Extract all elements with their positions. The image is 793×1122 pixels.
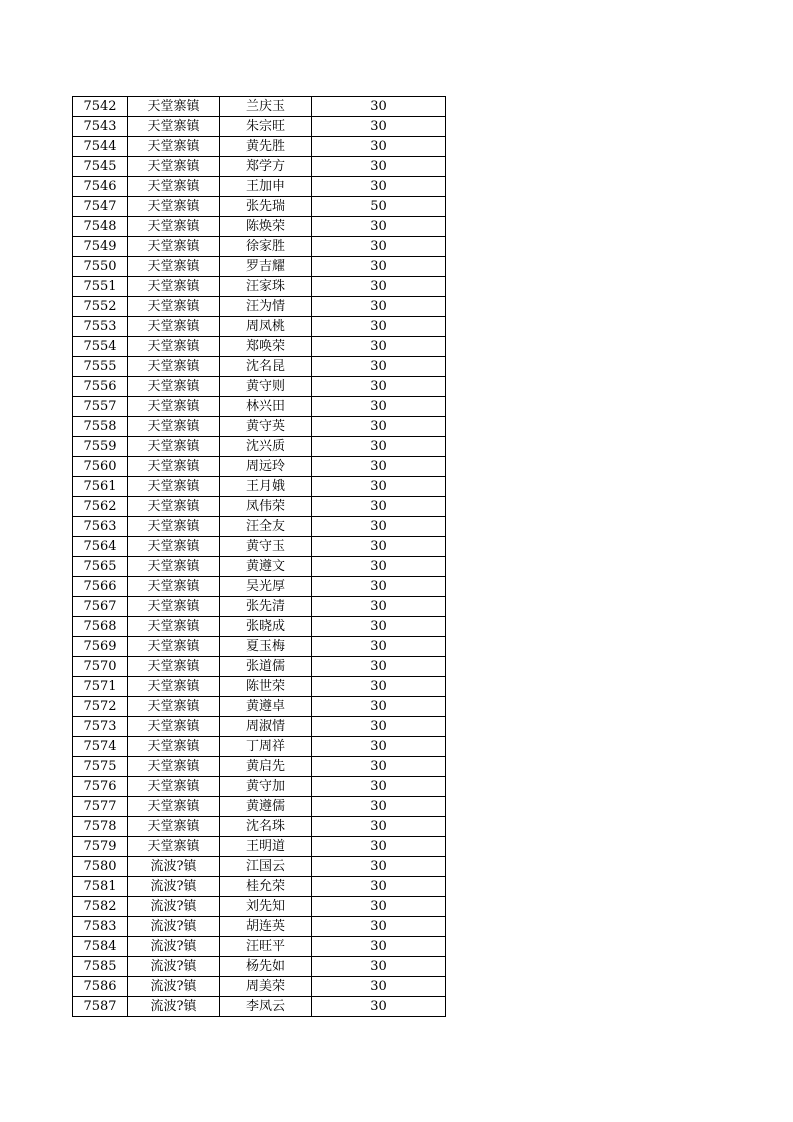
cell-record-id: 7564: [73, 537, 128, 557]
cell-person-name: 黄守加: [220, 777, 312, 797]
cell-town: 天堂寨镇: [128, 497, 220, 517]
cell-amount: 30: [312, 917, 446, 937]
table-row: [73, 477, 446, 497]
cell-person-name: 刘先知: [220, 897, 312, 917]
cell-record-id: 7542: [73, 97, 128, 117]
table-row: [73, 677, 446, 697]
table-row: [73, 857, 446, 877]
cell-person-name: 丁周祥: [220, 737, 312, 757]
cell-town: 流波?镇: [128, 977, 220, 997]
cell-town: 流波?镇: [128, 877, 220, 897]
cell-amount: 30: [312, 397, 446, 417]
cell-record-id: 7544: [73, 137, 128, 157]
cell-person-name: 胡连英: [220, 917, 312, 937]
table-row: [73, 177, 446, 197]
table-row: [73, 717, 446, 737]
cell-record-id: 7554: [73, 337, 128, 357]
cell-record-id: 7582: [73, 897, 128, 917]
cell-amount: 30: [312, 277, 446, 297]
cell-amount: 30: [312, 317, 446, 337]
cell-person-name: 周远玲: [220, 457, 312, 477]
cell-town: 天堂寨镇: [128, 737, 220, 757]
cell-amount: 30: [312, 637, 446, 657]
table-row: [73, 997, 446, 1017]
cell-record-id: 7557: [73, 397, 128, 417]
table-row: [73, 197, 446, 217]
cell-town: 天堂寨镇: [128, 597, 220, 617]
table-row: [73, 357, 446, 377]
table-row: [73, 577, 446, 597]
cell-record-id: 7587: [73, 997, 128, 1017]
cell-record-id: 7580: [73, 857, 128, 877]
cell-amount: 30: [312, 497, 446, 517]
cell-amount: 30: [312, 97, 446, 117]
cell-town: 天堂寨镇: [128, 617, 220, 637]
cell-amount: 30: [312, 817, 446, 837]
cell-amount: 30: [312, 617, 446, 637]
cell-town: 天堂寨镇: [128, 177, 220, 197]
cell-record-id: 7579: [73, 837, 128, 857]
cell-record-id: 7545: [73, 157, 128, 177]
table-row: [73, 297, 446, 317]
cell-town: 天堂寨镇: [128, 257, 220, 277]
table-row: [73, 977, 446, 997]
table-row: [73, 217, 446, 237]
cell-town: 天堂寨镇: [128, 697, 220, 717]
cell-person-name: 汪家珠: [220, 277, 312, 297]
table-row: [73, 897, 446, 917]
table-row: [73, 417, 446, 437]
cell-town: 天堂寨镇: [128, 97, 220, 117]
cell-record-id: 7586: [73, 977, 128, 997]
cell-amount: 30: [312, 257, 446, 277]
cell-person-name: 沈名珠: [220, 817, 312, 837]
cell-amount: 30: [312, 417, 446, 437]
cell-person-name: 王加申: [220, 177, 312, 197]
cell-record-id: 7547: [73, 197, 128, 217]
cell-town: 天堂寨镇: [128, 237, 220, 257]
cell-person-name: 沈名昆: [220, 357, 312, 377]
table-row: [73, 497, 446, 517]
table-row: [73, 657, 446, 677]
cell-person-name: 徐家胜: [220, 237, 312, 257]
table-row: [73, 397, 446, 417]
cell-person-name: 郑唤荣: [220, 337, 312, 357]
cell-person-name: 江国云: [220, 857, 312, 877]
cell-town: 流波?镇: [128, 957, 220, 977]
cell-town: 天堂寨镇: [128, 377, 220, 397]
cell-record-id: 7559: [73, 437, 128, 457]
cell-town: 天堂寨镇: [128, 197, 220, 217]
cell-person-name: 夏玉梅: [220, 637, 312, 657]
cell-person-name: 朱宗旺: [220, 117, 312, 137]
cell-person-name: 张先瑞: [220, 197, 312, 217]
cell-amount: 30: [312, 977, 446, 997]
table-row: [73, 277, 446, 297]
table-row: [73, 917, 446, 937]
cell-town: 天堂寨镇: [128, 717, 220, 737]
cell-record-id: 7549: [73, 237, 128, 257]
table-row: [73, 337, 446, 357]
cell-amount: 30: [312, 797, 446, 817]
cell-person-name: 黄守玉: [220, 537, 312, 557]
cell-amount: 30: [312, 737, 446, 757]
cell-town: 天堂寨镇: [128, 477, 220, 497]
cell-record-id: 7578: [73, 817, 128, 837]
cell-record-id: 7565: [73, 557, 128, 577]
cell-town: 天堂寨镇: [128, 297, 220, 317]
cell-town: 天堂寨镇: [128, 557, 220, 577]
cell-town: 天堂寨镇: [128, 837, 220, 857]
cell-person-name: 凤伟荣: [220, 497, 312, 517]
cell-town: 天堂寨镇: [128, 677, 220, 697]
cell-record-id: 7567: [73, 597, 128, 617]
cell-town: 天堂寨镇: [128, 757, 220, 777]
cell-record-id: 7555: [73, 357, 128, 377]
cell-record-id: 7574: [73, 737, 128, 757]
cell-town: 天堂寨镇: [128, 157, 220, 177]
cell-record-id: 7552: [73, 297, 128, 317]
cell-town: 天堂寨镇: [128, 777, 220, 797]
cell-person-name: 王月娥: [220, 477, 312, 497]
table-row: [73, 517, 446, 537]
cell-town: 天堂寨镇: [128, 277, 220, 297]
cell-record-id: 7548: [73, 217, 128, 237]
cell-person-name: 张道儒: [220, 657, 312, 677]
cell-record-id: 7570: [73, 657, 128, 677]
cell-record-id: 7581: [73, 877, 128, 897]
cell-person-name: 张先清: [220, 597, 312, 617]
cell-record-id: 7583: [73, 917, 128, 937]
table-row: [73, 837, 446, 857]
cell-record-id: 7566: [73, 577, 128, 597]
cell-person-name: 林兴田: [220, 397, 312, 417]
cell-amount: 30: [312, 357, 446, 377]
cell-amount: 30: [312, 437, 446, 457]
table-row: [73, 817, 446, 837]
cell-person-name: 王明道: [220, 837, 312, 857]
table-row: [73, 157, 446, 177]
cell-person-name: 黄遵文: [220, 557, 312, 577]
cell-town: 天堂寨镇: [128, 817, 220, 837]
cell-amount: 30: [312, 957, 446, 977]
cell-record-id: 7585: [73, 957, 128, 977]
cell-record-id: 7560: [73, 457, 128, 477]
cell-amount: 30: [312, 877, 446, 897]
cell-amount: 30: [312, 777, 446, 797]
table-row: [73, 637, 446, 657]
table-row: [73, 777, 446, 797]
cell-amount: 30: [312, 557, 446, 577]
cell-town: 天堂寨镇: [128, 217, 220, 237]
cell-town: 流波?镇: [128, 897, 220, 917]
cell-town: 天堂寨镇: [128, 637, 220, 657]
cell-town: 流波?镇: [128, 937, 220, 957]
table-row: [73, 117, 446, 137]
cell-amount: 30: [312, 177, 446, 197]
cell-amount: 30: [312, 577, 446, 597]
cell-record-id: 7562: [73, 497, 128, 517]
cell-town: 流波?镇: [128, 917, 220, 937]
records-table: [72, 96, 446, 1017]
table-row: [73, 957, 446, 977]
table-row: [73, 437, 446, 457]
cell-person-name: 沈兴质: [220, 437, 312, 457]
table-row: [73, 797, 446, 817]
cell-amount: 30: [312, 477, 446, 497]
cell-record-id: 7568: [73, 617, 128, 637]
cell-town: 天堂寨镇: [128, 357, 220, 377]
cell-amount: 30: [312, 997, 446, 1017]
table-row: [73, 537, 446, 557]
cell-amount: 30: [312, 297, 446, 317]
cell-person-name: 黄守英: [220, 417, 312, 437]
cell-town: 天堂寨镇: [128, 397, 220, 417]
cell-record-id: 7546: [73, 177, 128, 197]
cell-town: 天堂寨镇: [128, 437, 220, 457]
cell-amount: 30: [312, 157, 446, 177]
cell-record-id: 7553: [73, 317, 128, 337]
cell-town: 天堂寨镇: [128, 317, 220, 337]
cell-amount: 30: [312, 897, 446, 917]
cell-amount: 30: [312, 137, 446, 157]
cell-person-name: 陈焕荣: [220, 217, 312, 237]
cell-amount: 30: [312, 217, 446, 237]
cell-record-id: 7551: [73, 277, 128, 297]
cell-person-name: 黄遵儒: [220, 797, 312, 817]
cell-record-id: 7576: [73, 777, 128, 797]
table-row: [73, 597, 446, 617]
table-row: [73, 697, 446, 717]
cell-amount: 30: [312, 337, 446, 357]
cell-town: 天堂寨镇: [128, 797, 220, 817]
cell-record-id: 7573: [73, 717, 128, 737]
cell-person-name: 汪旺平: [220, 937, 312, 957]
table-row: [73, 737, 446, 757]
cell-record-id: 7550: [73, 257, 128, 277]
cell-person-name: 罗吉耀: [220, 257, 312, 277]
cell-town: 天堂寨镇: [128, 117, 220, 137]
cell-amount: 30: [312, 717, 446, 737]
cell-town: 天堂寨镇: [128, 337, 220, 357]
cell-person-name: 汪全友: [220, 517, 312, 537]
table-row: [73, 617, 446, 637]
cell-person-name: 周凤桃: [220, 317, 312, 337]
cell-town: 天堂寨镇: [128, 457, 220, 477]
cell-amount: 30: [312, 117, 446, 137]
cell-person-name: 黄启先: [220, 757, 312, 777]
cell-amount: 30: [312, 237, 446, 257]
cell-town: 天堂寨镇: [128, 657, 220, 677]
cell-record-id: 7563: [73, 517, 128, 537]
cell-person-name: 汪为情: [220, 297, 312, 317]
cell-record-id: 7571: [73, 677, 128, 697]
cell-person-name: 陈世荣: [220, 677, 312, 697]
cell-record-id: 7558: [73, 417, 128, 437]
cell-person-name: 桂允荣: [220, 877, 312, 897]
table-row: [73, 237, 446, 257]
table-row: [73, 937, 446, 957]
cell-person-name: 张晓成: [220, 617, 312, 637]
table-row: [73, 757, 446, 777]
records-table-body: [73, 97, 446, 1017]
cell-town: 天堂寨镇: [128, 577, 220, 597]
table-row: [73, 137, 446, 157]
table-row: [73, 557, 446, 577]
cell-amount: 30: [312, 697, 446, 717]
cell-town: 天堂寨镇: [128, 137, 220, 157]
cell-person-name: 黄守则: [220, 377, 312, 397]
cell-amount: 30: [312, 937, 446, 957]
cell-amount: 30: [312, 857, 446, 877]
cell-record-id: 7584: [73, 937, 128, 957]
cell-amount: 30: [312, 657, 446, 677]
cell-amount: 30: [312, 537, 446, 557]
table-row: [73, 257, 446, 277]
cell-amount: 30: [312, 837, 446, 857]
cell-record-id: 7577: [73, 797, 128, 817]
cell-record-id: 7543: [73, 117, 128, 137]
cell-person-name: 周美荣: [220, 977, 312, 997]
cell-person-name: 李凤云: [220, 997, 312, 1017]
cell-amount: 30: [312, 597, 446, 617]
cell-person-name: 黄先胜: [220, 137, 312, 157]
cell-person-name: 杨先如: [220, 957, 312, 977]
cell-record-id: 7556: [73, 377, 128, 397]
table-row: [73, 317, 446, 337]
cell-town: 流波?镇: [128, 997, 220, 1017]
cell-record-id: 7561: [73, 477, 128, 497]
cell-record-id: 7575: [73, 757, 128, 777]
cell-amount: 30: [312, 517, 446, 537]
table-row: [73, 457, 446, 477]
cell-town: 流波?镇: [128, 857, 220, 877]
cell-amount: 50: [312, 197, 446, 217]
cell-record-id: 7569: [73, 637, 128, 657]
cell-person-name: 吴光厚: [220, 577, 312, 597]
table-row: [73, 97, 446, 117]
cell-amount: 30: [312, 757, 446, 777]
cell-town: 天堂寨镇: [128, 537, 220, 557]
cell-person-name: 黄遵卓: [220, 697, 312, 717]
cell-amount: 30: [312, 677, 446, 697]
cell-town: 天堂寨镇: [128, 417, 220, 437]
cell-amount: 30: [312, 377, 446, 397]
cell-person-name: 郑学方: [220, 157, 312, 177]
cell-record-id: 7572: [73, 697, 128, 717]
cell-town: 天堂寨镇: [128, 517, 220, 537]
cell-person-name: 兰庆玉: [220, 97, 312, 117]
cell-amount: 30: [312, 457, 446, 477]
table-row: [73, 877, 446, 897]
table-row: [73, 377, 446, 397]
cell-person-name: 周淑情: [220, 717, 312, 737]
